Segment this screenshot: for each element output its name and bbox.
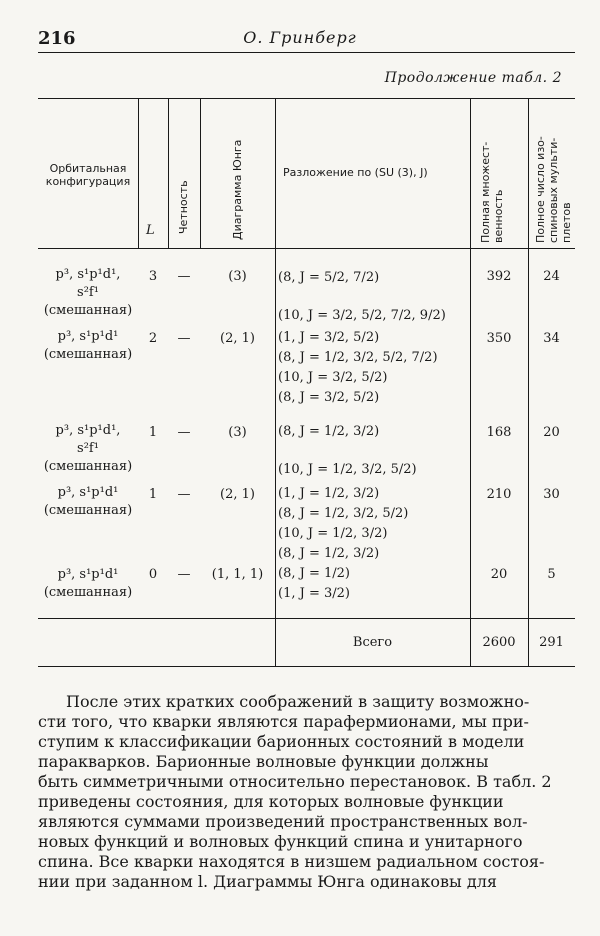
table-cell-multiplicity: 168 — [486, 425, 512, 440]
table-row-config: p³, s¹p¹d¹ (смешанная) — [43, 567, 133, 600]
table-continuation-caption: Продолжение табл. 2 — [384, 70, 562, 86]
table-cell-multiplicity: 350 — [486, 331, 512, 346]
table-cell-L: 1 — [148, 487, 158, 502]
table-cell-decomposition: (1, J = 1/2, 3/2) (8, J = 1/2, 3/2, 5/2) (10, J = 1/2, 3/2) (8, J = 1/2, 3/2) — [278, 486, 409, 561]
table-row-config: p³, s¹p¹d¹, s²f¹ (смешанная) — [43, 267, 133, 318]
col-rule-3 — [200, 98, 201, 248]
data-table — [38, 98, 575, 668]
col-rule-2 — [168, 98, 169, 248]
table-cell-isospin: 30 — [543, 487, 560, 502]
total-isospin: 291 — [539, 635, 564, 650]
table-cell-isospin: 20 — [543, 425, 560, 440]
table-row-config: p³, s¹p¹d¹ (смешанная) — [43, 485, 133, 518]
table-cell-decomposition: (1, J = 3/2, 5/2) (8, J = 1/2, 3/2, 5/2, 7/2) (10, J = 3/2, 5/2) (8, J = 3/2, 5/2) — [278, 330, 438, 405]
table-cell-decomposition: (8, J = 5/2, 7/2) (10, J = 3/2, 5/2, 7/2, 9/2) — [278, 270, 446, 323]
table-cell-multiplicity: 392 — [486, 269, 512, 284]
table-cell-multiplicity: 210 — [486, 487, 512, 502]
table-cell-young: (3) — [228, 269, 247, 284]
total-top-rule — [38, 618, 575, 619]
header-decomposition: Разложение по (SU (3), J) — [283, 166, 428, 179]
table-cell-L: 1 — [148, 425, 158, 440]
table-cell-young: (2, 1) — [220, 331, 255, 346]
header-multiplicity: Полная множест-венность — [479, 141, 505, 243]
table-cell-parity: — — [177, 567, 191, 582]
table-cell-L: 0 — [148, 567, 158, 582]
table-cell-parity: — — [177, 425, 191, 440]
col-rule-4 — [275, 98, 276, 666]
table-cell-isospin: 24 — [543, 269, 560, 284]
header-isospin: Полное число изо-спиновых мульти-плетов — [534, 136, 573, 243]
header-L: L — [146, 223, 155, 238]
page-number: 216 — [38, 28, 76, 49]
table-cell-young: (3) — [228, 425, 247, 440]
total-multiplicity: 2600 — [482, 635, 516, 650]
table-cell-L: 2 — [148, 331, 158, 346]
table-bottom-rule — [38, 666, 575, 667]
running-title: О. Гринберг — [243, 28, 357, 47]
col-rule-1 — [138, 98, 139, 248]
table-cell-young: (1, 1, 1) — [211, 567, 264, 582]
table-cell-multiplicity: 20 — [490, 567, 508, 582]
body-text: После этих кратких соображений в защиту возможно- сти того, что кварки являются парафермионами, мы при- ступим к классификации барионных состояний в модели паракварков. Барионные волновые функции должны быть симметричными относительно перестановок. В табл. 2 приведены состояния, для которых волновые функции являются суммами произведений пространственных вол- новых функций и волновых функций спина и унитарного спина. Все кварки находятся в низшем радиальном состоя- нии при заданном l. Диаграммы Юнга одинаковы для — [38, 692, 552, 891]
header-bottom-rule — [38, 248, 575, 249]
table-row-config: p³, s¹p¹d¹ (смешанная) — [43, 329, 133, 362]
header-rule — [38, 52, 575, 53]
table-cell-decomposition: (8, J = 1/2, 3/2) (10, J = 1/2, 3/2, 5/2) — [278, 424, 417, 477]
table-cell-isospin: 5 — [547, 567, 556, 582]
table-top-rule — [38, 98, 575, 99]
table-cell-L: 3 — [148, 269, 158, 284]
table-cell-parity: — — [177, 331, 191, 346]
table-cell-isospin: 34 — [543, 331, 560, 346]
table-cell-parity: — — [177, 487, 191, 502]
header-young: Диаграмма Юнга — [231, 139, 244, 240]
table-row-config: p³, s¹p¹d¹, s²f¹ (смешанная) — [43, 423, 133, 474]
header-parity: Четность — [177, 180, 190, 234]
table-cell-parity: — — [177, 269, 191, 284]
table-cell-decomposition: (8, J = 1/2) (1, J = 3/2) — [278, 566, 350, 601]
table-cell-young: (2, 1) — [220, 487, 255, 502]
header-config: Орбитальная конфигурация — [45, 162, 131, 188]
total-label: Всего — [352, 635, 393, 650]
